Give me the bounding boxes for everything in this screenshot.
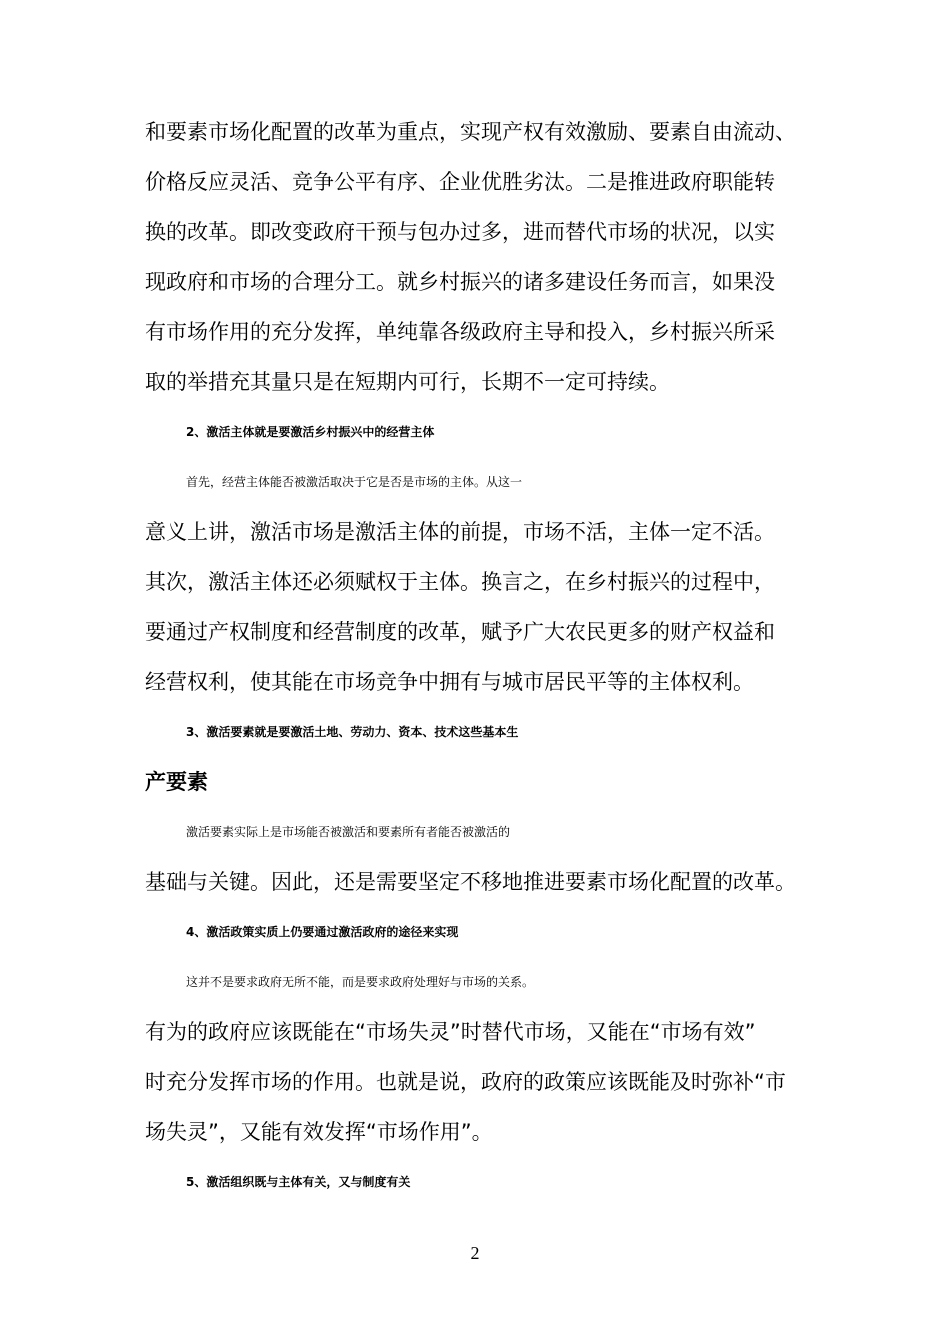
body-text-line: 要通过产权制度和经营制度的改革，赋予广大农民更多的财产权益和 [145,620,775,644]
body-text-line: 其次，激活主体还必须赋权于主体。换言之，在乡村振兴的过程中， [145,570,775,594]
body-text-line: 激活要素实际上是市场能否被激活和要素所有者能否被激活的 [186,825,511,839]
body-text-line: 有为的政府应该既能在“市场失灵”时替代市场，又能在“市场有效” [145,1020,756,1044]
section-heading: 3、激活要素就是要激活土地、劳动力、资本、技术这些基本生 [186,725,519,739]
body-text-line: 首先，经营主体能否被激活取决于它是否是市场的主体。从这一 [186,475,523,489]
body-text-line: 基础与关键。因此，还是需要坚定不移地推进要素市场化配置的改革。 [145,870,796,894]
body-text-line: 这并不是要求政府无所不能，而是要求政府处理好与市场的关系。 [186,975,535,989]
section-heading-continuation: 产要素 [145,770,208,794]
body-text-line: 场失灵”，又能有效发挥“市场作用”。 [145,1120,493,1144]
body-text-line: 经营权利，使其能在市场竞争中拥有与城市居民平等的主体权利。 [145,670,754,694]
section-heading: 5、激活组织既与主体有关，又与制度有关 [186,1175,411,1189]
body-text-line: 时充分发挥市场的作用。也就是说，政府的政策应该既能及时弥补“市 [145,1070,786,1094]
body-text-line: 和要素市场化配置的改革为重点，实现产权有效激励、要素自由流动、 [145,120,796,144]
body-text-line: 意义上讲，激活市场是激活主体的前提，市场不活，主体一定不活。 [145,520,775,544]
body-text-line: 取的举措充其量只是在短期内可行，长期不一定可持续。 [145,370,670,394]
body-text-line: 价格反应灵活、竞争公平有序、企业优胜劣汰。二是推进政府职能转 [145,170,775,194]
body-text-line: 换的改革。即改变政府干预与包办过多，进而替代市场的状况，以实 [145,220,775,244]
body-text-line: 现政府和市场的合理分工。就乡村振兴的诸多建设任务而言，如果没 [145,270,775,294]
section-heading: 4、激活政策实质上仍要通过激活政府的途径来实现 [186,925,459,939]
page-number: 2 [470,1243,480,1263]
body-text-line: 有市场作用的充分发挥，单纯靠各级政府主导和投入，乡村振兴所采 [145,320,775,344]
section-heading: 2、激活主体就是要激活乡村振兴中的经营主体 [186,425,435,439]
